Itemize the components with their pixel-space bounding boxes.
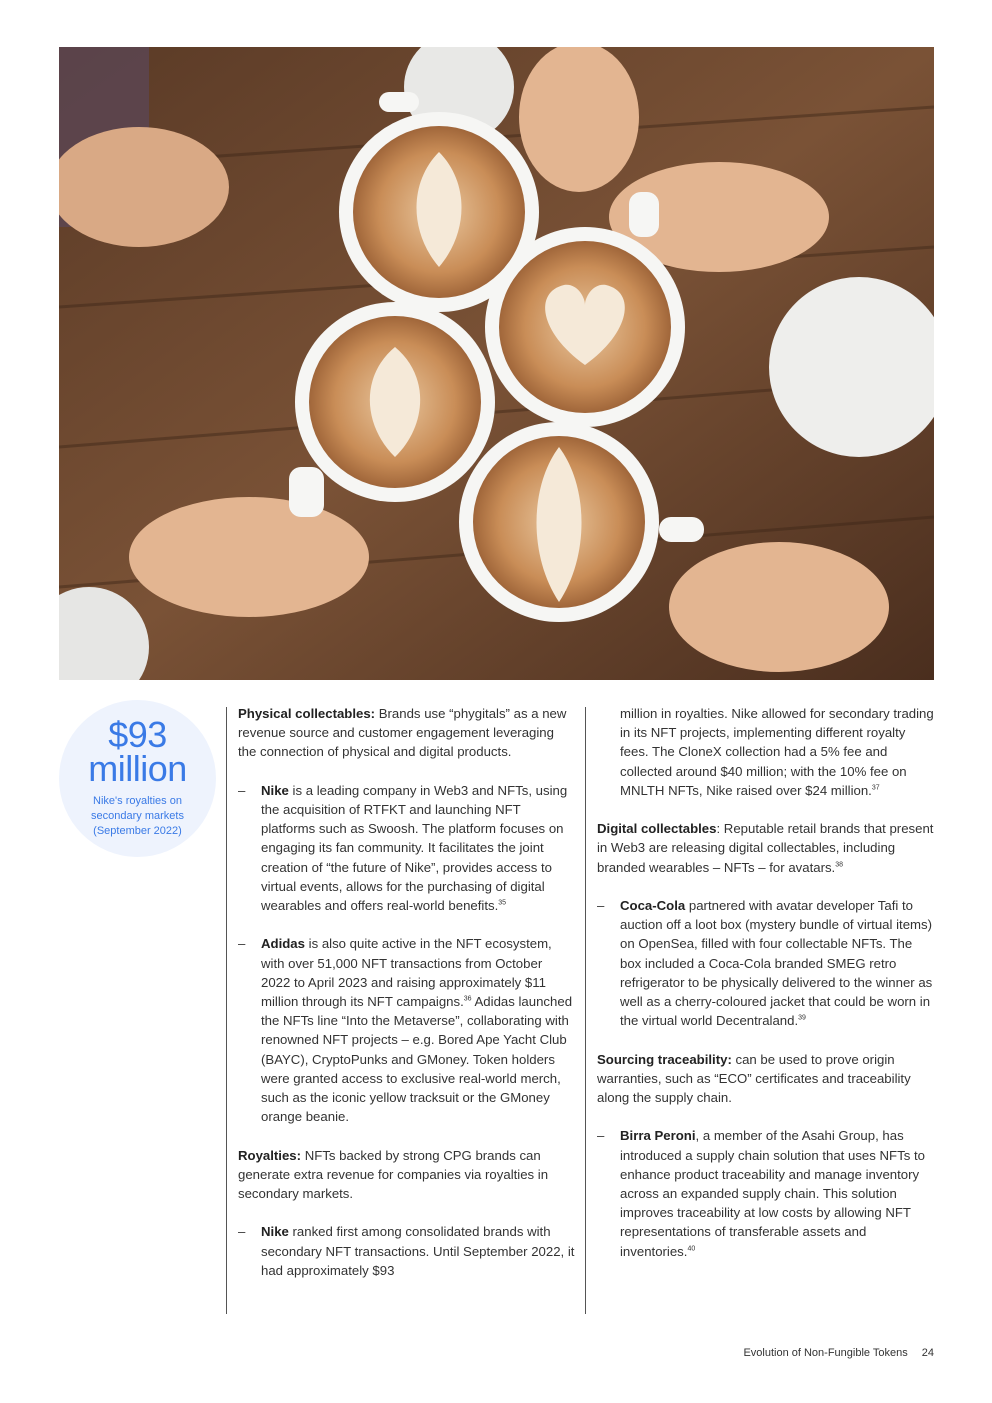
page-footer	[743, 1347, 934, 1359]
page-number: 24	[921, 1347, 934, 1359]
hero-photo-coffee-cups	[59, 47, 934, 680]
column-rule-middle	[585, 707, 586, 1314]
paragraph-digital-collectables: Digital collectables: Reputable retail brands that present in Web3 are releasing digital collectables, including branded wearables – NFTs – for avatars.$^{38}$	[597, 821, 934, 875]
list-item-birra-peroni: – Birra Peroni, a member of the Asahi Group, has introduced a supply chain solution that uses NFTs to enhance product traceability and manage inventory across an expanded supply chain. This solution improves traceability at low costs by allowing NFT representations of transferable assets and inventories.$^{40}$	[597, 1128, 925, 1259]
text-column-2	[597, 704, 935, 1280]
footer-title: Evolution of Non-Fungible Tokens	[743, 1347, 908, 1359]
paragraph-royalties: Royalties: NFTs backed by strong CPG brands can generate extra revenue for companies via royalties in secondary markets.	[238, 1147, 549, 1202]
stat-value: $93 million	[88, 714, 187, 789]
stat-callout	[59, 700, 216, 857]
list-item-nike-royalties: – Nike ranked first among consolidated brands with secondary NFT transactions. Until September 2022, it had approximately $93	[238, 1224, 575, 1278]
list-item-nike: – Nike is a leading company in Web3 and NFTs, using the acquisition of RTFKT and launching NFT platforms such as Swoosh. The platform focuses on engaging its fan community. It facilitates the joint creation of “the future of Nike”, provides access to virtual events, allows for the purchasing of digital wearables and offers real-world benefits.$^{35}$	[238, 782, 568, 914]
text-column-1	[238, 704, 575, 1280]
list-item-nike-continued: million in royalties. Nike allowed for secondary trading in its NFT projects, implementing different royalty fees. The CloneX collection had a 5% fee and collected around $40 million; with the 10% fee on MNLTH NFTs, Nike raised over $24 million.$^{37}$	[620, 706, 934, 798]
stat-caption: Nike's royalties on secondary markets (September 2022)	[91, 795, 184, 837]
paragraph-sourcing-traceability: Sourcing traceability: can be used to prove origin warranties, such as “ECO” certificates and traceability along the supply chain.	[597, 1051, 911, 1106]
list-item-adidas: – Adidas is also quite active in the NFT ecosystem, with over 51,000 NFT transactions from October 2022 to April 2023 and raising approximately $11 million through its NFT campaigns.$^{36}$ Adidas launched the NFTs line “Into the Metaverse”, collaborating with renowned NFT projects – e.g. Bored Ape Yacht Club (BAYC), CryptoPunks and GMoney. Token holders were granted access to exclusive real-world merch, such as the iconic yellow tracksuit or the GMoney orange beanie.	[238, 936, 573, 1125]
paragraph-physical-collectables: Physical collectables: Brands use “phygitals” as a new revenue source and customer engagement leveraging the connection of physical and digital products.	[238, 706, 567, 760]
column-rule-left	[226, 707, 227, 1314]
list-item-coca-cola: – Coca-Cola partnered with avatar developer Tafi to auction off a loot box (mystery bundle of virtual items) on OpenSea, filled with four collectable NFTs. The box included a Coca-Cola branded SMEG retro refrigerator to be physically delivered to the winner as well as a cherry-coloured jacket that could be worn in the virtual world Decentraland.$^{39}$	[597, 898, 933, 1029]
